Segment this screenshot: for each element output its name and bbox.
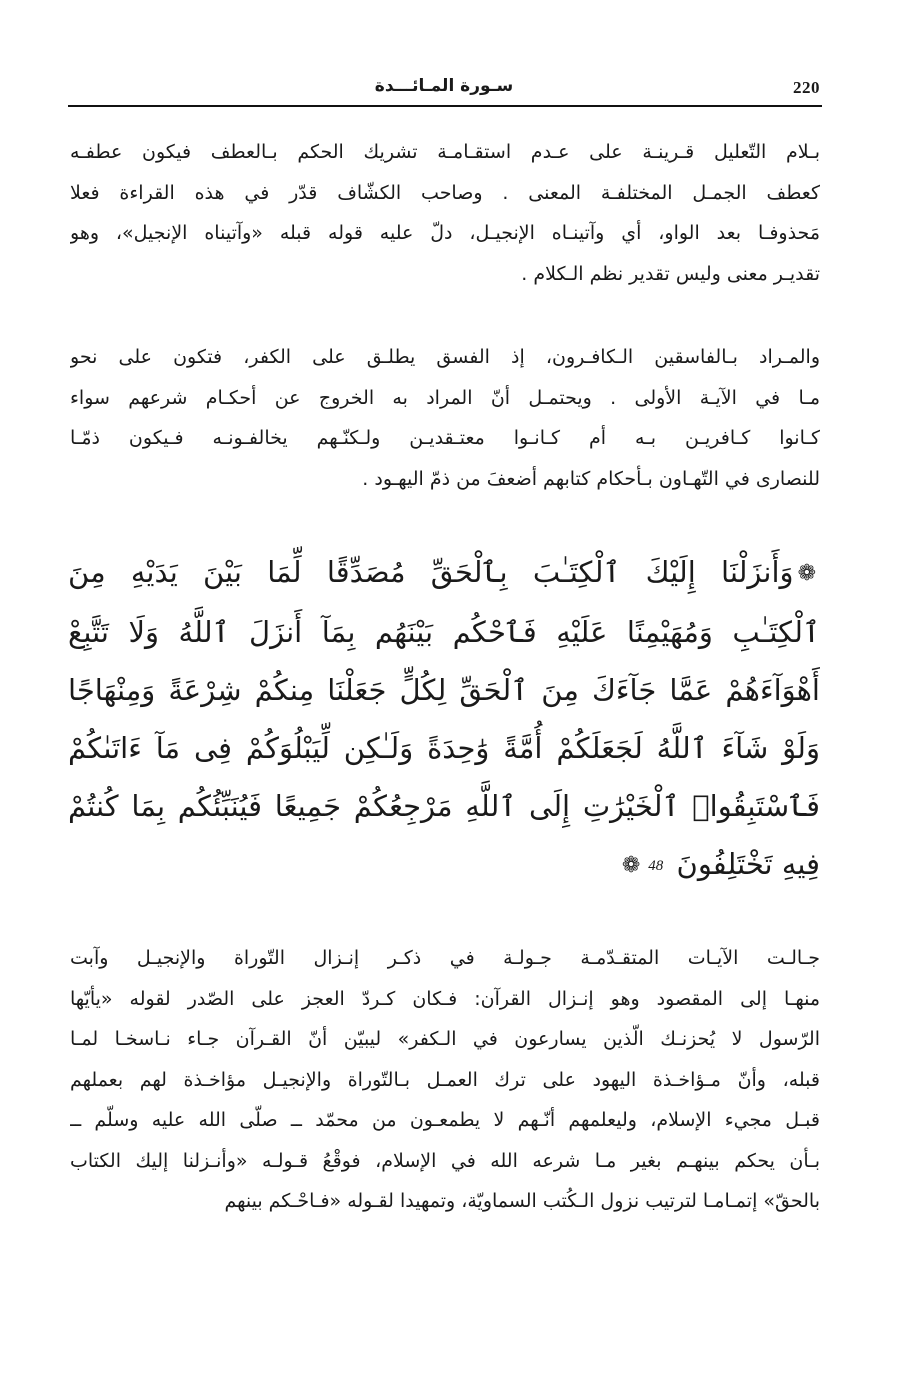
verse-line: [68, 835, 820, 895]
page-header: [68, 70, 820, 104]
text-line: بـلام التّعليل قـرينـة على عـدم استقـامـة تشريك الحكم بـالعطف فيكون عطفـه: [70, 141, 820, 163]
verse-text: وَأَنزَلْنَا إِلَيْكَ ٱلْكِتَـٰبَ بِٱلْحَقِّ مُصَدِّقًا لِّمَا بَيْنَ يَدَيْهِ مِنَ: [68, 555, 794, 589]
verse-line: [68, 543, 820, 603]
text-line: مـا في الآيـة الأولى . ويحتمـل أنّ المراد به الخروج عن أحكـام شرعهم سواء: [70, 386, 820, 409]
text-line: تقديـر معنى وليس تقدير نظم الـكلام .: [521, 262, 820, 285]
running-title: سـورة المـائـــدة: [374, 76, 514, 96]
verse-line: ٱلْكِتَـٰبِ وَمُهَيْمِنًا عَلَيْهِ فَٱحْكُم بَيْنَهُم بِمَآ أَنزَلَ ٱللَّهُ وَلَا تَتَّبِعْ: [68, 615, 820, 649]
verse-line: وَلَوْ شَآءَ ٱللَّهُ لَجَعَلَكُمْ أُمَّةً وَٰحِدَةً وَلَـٰكِن لِّيَبْلُوَكُمْ فِى مَآ ءَاتَىٰكُمْ: [68, 731, 820, 765]
text-line: للنصارى في التّهـاون بـأحكام كتابهم أضعفَ من ذمّ اليهـود .: [362, 467, 820, 490]
text-line: قبله، وأنّ مـؤاخـذة اليهود على ترك العمـل بـالتّوراة والإنجيـل مؤاخـذة لهم بعملهم: [70, 1068, 820, 1091]
verse-text: فِيهِ تَخْتَلِفُونَ: [676, 847, 820, 881]
header-divider: [68, 105, 822, 107]
page-number: 220: [793, 78, 820, 97]
quran-verse: [68, 543, 820, 895]
floral-ornament-icon: ❁: [621, 853, 641, 878]
verse-number: 48: [648, 858, 664, 874]
commentary-paragraph: [70, 337, 820, 499]
commentary-paragraph: [70, 132, 820, 294]
text-line: كعطف الجمـل المختلفـة المعنى . وصاحب الكشّاف قدّر في هذه القراءة فعلا: [70, 181, 820, 204]
verse-line: أَهْوَآءَهُمْ عَمَّا جَآءَكَ مِنَ ٱلْحَقِّ لِكُلٍّ جَعَلْنَا مِنكُمْ شِرْعَةً وَمِنْهَاجًا: [68, 673, 820, 707]
text-line: كـانوا كـافريـن بـه أم كـانـوا معتـقديـن ولـكنّـهم يخالفـونـه فـيكون ذمّـا: [70, 427, 820, 449]
text-line: جـالـت الآيـات المتقـدّمـة جـولـة في ذكـر إنـزال التّوراة والإنجيـل وآبت: [70, 947, 820, 969]
text-line: بالحقّ» إتمـامـا لترتيب نزول الـكُتب السماويّة، وتمهيدا لقـوله «فـاحْـكم بينهم: [224, 1190, 820, 1212]
text-line: مَحذوفـا بعد الواو، أي وآتينـاه الإنجيـل، دلّ عليه قوله قبله «وآتيناه الإنجيل»، وهو: [70, 222, 820, 244]
verse-line: فَٱسْتَبِقُوا۟ ٱلْخَيْرَٰتِ إِلَى ٱللَّهِ مَرْجِعُكُمْ جَمِيعًا فَيُنَبِّئُكُم بِمَا كُنتُمْ: [68, 789, 820, 823]
text-line: قبـل مجيء الإسلام، وليعلمهم أنّـهم لا يطمعـون من محمّد ــ صلّى الله عليه وسلّم ــ: [70, 1109, 820, 1131]
text-line: بـأن يحكم بينهـم بغير مـا شرعه الله في الإسلام، فوقْعُ قـولـه «وأنـزلنا إليك الكتاب: [70, 1149, 820, 1172]
text-line: والمـراد بـالفاسقين الـكافـرون، إذ الفسق يطلـق على الكفر، فتكون على نحو: [70, 346, 820, 368]
text-line: منهـا إلى المقصود وهو إنـزال القرآن: فـكان كـردّ العجز على الصّدر لقوله «يأيّها: [70, 987, 820, 1010]
text-line: الرّسول لا يُحزنـك الّذين يسارعون في الـكفر» ليبيّن أنّ القـرآن جـاء نـاسخـا لمـا: [70, 1028, 820, 1050]
commentary-paragraph: [70, 938, 820, 1222]
floral-ornament-icon: ❁: [797, 561, 816, 586]
